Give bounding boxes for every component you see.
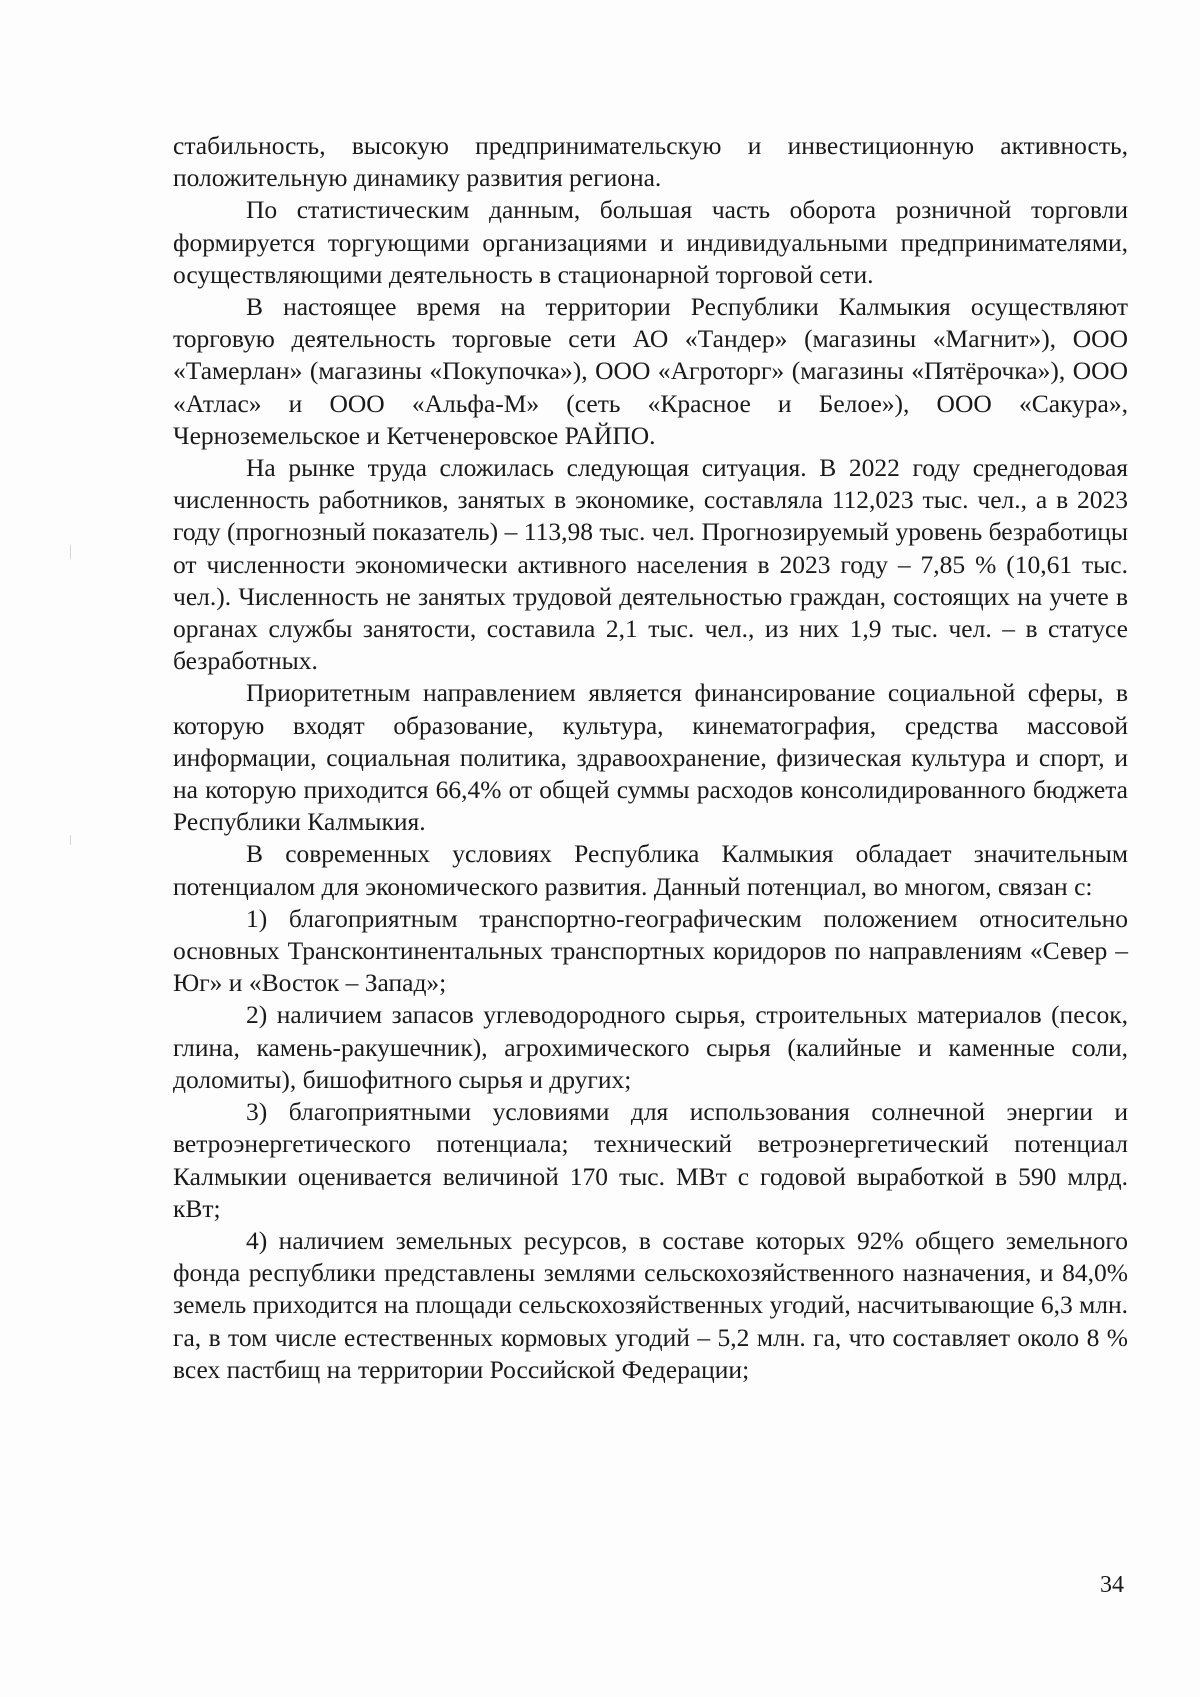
paragraph: Приоритетным направлением является финансирование социальной сферы, в которую входят образование, культура, кинематография, средства массовой информации, социальная политика, здравоохранение, физическая культура и спорт, и на которую приходится 66,4% от общей суммы расходов консолидированного бюджета Республики Калмыкия. — [173, 678, 1128, 837]
list-item: 4) наличием земельных ресурсов, в составе которых 92% общего земельного фонда республики представлены землями сельскохозяйственного назначения, и 84,0% земель приходится на площади сельскохозяйственных угодий, насчитывающие 6,3 млн. га, в том числе естественных кормовых угодий – 5,2 млн. га, что составляет около 8 % всех пастбищ на территории Российской Федерации; — [173, 1225, 1128, 1384]
scan-mark — [70, 835, 71, 845]
list-item: 3) благоприятными условиями для использования солнечной энергии и ветроэнергетического потенциала; технический ветроэнергетический потенциал Калмыкии оценивается величиной 170 тыс. МВт с годовой выработкой в 590 млрд. кВт; — [173, 1097, 1128, 1223]
paragraph: По статистическим данным, большая часть оборота розничной торговли формируется торгующими организациями и индивидуальными предпринимателями, осуществляющими деятельность в стационарной торговой сети. — [173, 195, 1128, 289]
list-item: 1) благоприятным транспортно-географическим положением относительно основных Трансконтинентальных транспортных коридоров по направлениям «Север – Юг» и «Восток – Запад»; — [173, 903, 1128, 998]
body-text — [173, 130, 1128, 1386]
paragraph: В настоящее время на территории Республики Калмыкия осуществляют торговую деятельность торговые сети АО «Тандер» (магазины «Магнит»), ООО «Тамерлан» (магазины «Покупочка»), ООО «Агроторг» (магазины «Пятёрочка»), ООО «Атлас» и ООО «Альфа-М» (сеть «Красное и Белое»), ООО «Сакура», Черноземельское и Кетченеровское РАЙПО. — [173, 292, 1128, 450]
scan-mark — [70, 545, 71, 559]
page-number: 34 — [1100, 1572, 1124, 1598]
paragraph: стабильность, высокую предпринимательскую и инвестиционную активность, положительную динамику развития региона. — [173, 131, 1128, 193]
paragraph: На рынке труда сложилась следующая ситуация. В 2022 году среднегодовая численность работников, занятых в экономике, составляла 112,023 тыс. чел., а в 2023 году (прогнозный показатель) – 113,98 тыс. чел. Прогнозируемый уровень безработицы от численности экономически активного населения в 2023 году – 7,85 % (10,61 тыс. чел.). Численность не занятых трудовой деятельностью граждан, состоящих на учете в органах службы занятости, составила 2,1 тыс. чел., из них 1,9 тыс. чел. – в статусе безработных. — [173, 453, 1128, 676]
list-item: 2) наличием запасов углеводородного сырья, строительных материалов (песок, глина, камень-ракушечник), агрохимического сырья (калийные и каменные соли, доломиты), бишофитного сырья и других; — [173, 1000, 1128, 1094]
paragraph: В современных условиях Республика Калмыкия обладает значительным потенциалом для экономического развития. Данный потенциал, во многом, связан с: — [173, 839, 1128, 901]
